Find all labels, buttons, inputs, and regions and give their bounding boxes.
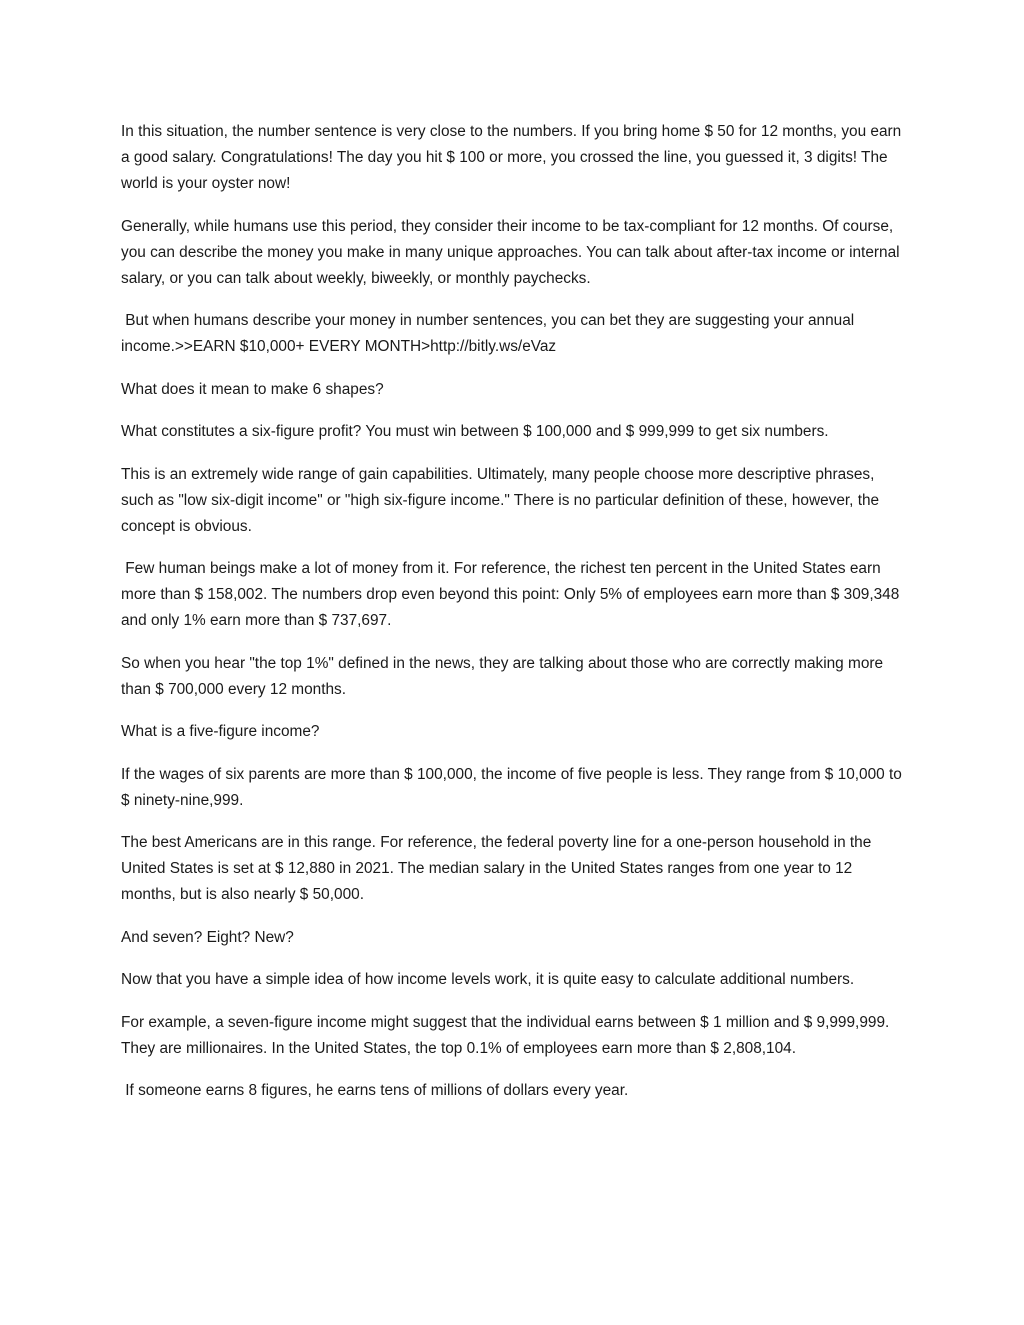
paragraph: For example, a seven-figure income might suggest that the individual earns between $ 1 million and $ 9,999,999. They are millionaires. In the United States, the top 0.1% of employees earn more than $ 2,808,104. [121, 1013, 894, 1057]
paragraph: If someone earns 8 figures, he earns tens of millions of dollars every year. [121, 1082, 629, 1099]
paragraph: So when you hear "the top 1%" defined in the news, they are talking about those who are correctly making more than $ 700,000 every 12 months. [121, 654, 888, 698]
paragraph: Now that you have a simple idea of how income levels work, it is quite easy to calculate additional numbers. [121, 971, 855, 988]
section-question: What is a five-figure income? [121, 723, 320, 740]
paragraph: What constitutes a six-figure profit? You must win between $ 100,000 and $ 999,999 to get six numbers. [121, 423, 829, 440]
paragraph: The best Americans are in this range. For reference, the federal poverty line for a one-person household in the United States is set at $ 12,880 in 2021. The median salary in the United States ranges from one year to 12 months, but is also nearly $ 50,000. [121, 834, 876, 903]
paragraph: But when humans describe your money in number sentences, you can bet they are suggesting your annual income.>>EARN $10,000+ EVERY MONTH>http://bitly.ws/eVaz [121, 312, 859, 355]
document-body [121, 119, 907, 1121]
paragraph: Few human beings make a lot of money from it. For reference, the richest ten percent in the United States earn more than $ 158,002. The numbers drop even beyond this point: Only 5% of employees earn more than $ 309,348 and only 1% earn more than $ 737,697. [121, 560, 904, 629]
section-question: What does it mean to make 6 shapes? [121, 380, 384, 398]
paragraph: In this situation, the number sentence is very close to the numbers. If you bring home $ 50 for 12 months, you earn a good salary. Congratulations! The day you hit $ 100 or more, you crossed the line, you guessed it, 3 digits! The world is your oyster now! [121, 123, 906, 192]
paragraph: This is an extremely wide range of gain capabilities. Ultimately, many people choose more descriptive phrases, such as "low six-digit income" or "high six-figure income." There is no particular definition of these, however, the concept is obvious. [121, 465, 884, 535]
paragraph: If the wages of six parents are more than $ 100,000, the income of five people is less. They range from $ 10,000 to $ ninety-nine,999. [121, 765, 907, 809]
section-question: And seven? Eight? New? [121, 928, 294, 946]
paragraph: Generally, while humans use this period, they consider their income to be tax-compliant for 12 months. Of course, you can describe the money you make in many unique approaches. You can talk about after-tax income or internal salary, or you can talk about weekly, biweekly, or monthly paychecks. [121, 217, 904, 287]
